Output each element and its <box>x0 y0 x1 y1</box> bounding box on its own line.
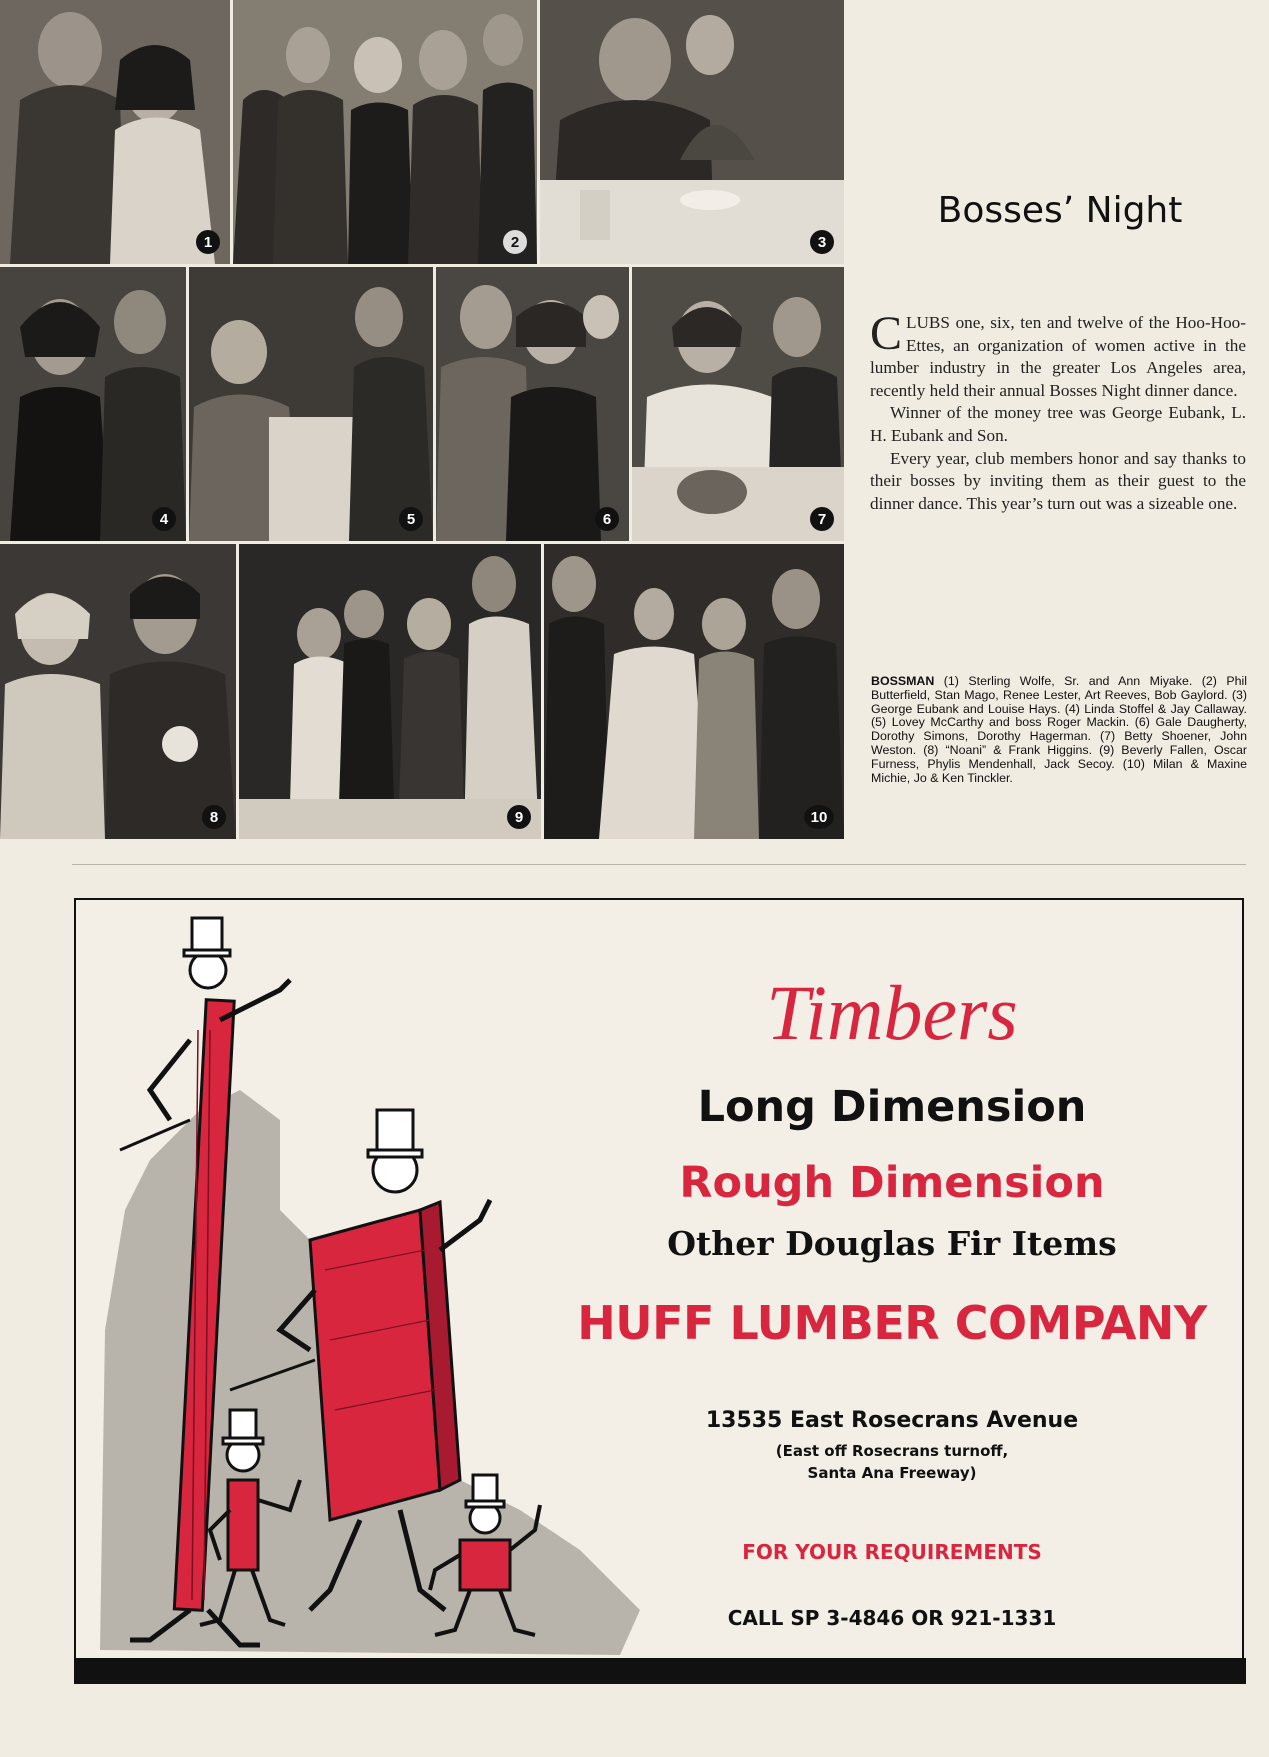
photo-6-image <box>436 267 629 541</box>
photo-8-image <box>0 544 236 839</box>
paragraph-1-text: LUBS one, six, ten and twelve of the Hoo-Hoo-Ettes, an organization of women active in the lumber industry in the greater Los Angeles area, recently held their annual Bosses Night dinner dance. <box>870 313 1246 400</box>
ad-directions <box>540 1440 1244 1484</box>
photo-number-badge: 9 <box>507 805 531 829</box>
photo-1 <box>0 0 230 264</box>
ad-line-long-dimension: Long Dimension <box>697 1082 1087 1132</box>
photo-number-badge: 7 <box>810 507 834 531</box>
photo-3 <box>540 0 844 264</box>
ad-line-other-items: Other Douglas Fir Items <box>667 1224 1117 1263</box>
photo-number-badge: 5 <box>399 507 423 531</box>
photo-2-image <box>233 0 537 264</box>
photo-4-image <box>0 267 186 541</box>
photo-8 <box>0 544 236 839</box>
ad-tagline: FOR YOUR REQUIREMENTS <box>742 1540 1042 1564</box>
ad-headline: Timbers <box>766 969 1018 1056</box>
photo-number-badge: 10 <box>804 805 834 829</box>
photo-7 <box>632 267 844 541</box>
drop-cap: C <box>870 307 903 360</box>
article-paragraph-3: Every year, club members honor and say thanks to their bosses by inviting them as their guest to the dinner dance. This year’s turn out was a sizeable one. <box>870 448 1246 513</box>
photo-3-image <box>540 0 844 264</box>
section-divider <box>72 864 1246 865</box>
photo-10-image <box>544 544 844 839</box>
article-paragraph-2: Winner of the money tree was George Eubank, L. H. Eubank and Son. <box>870 403 1246 445</box>
ad-directions-line-2: Santa Ana Freeway) <box>807 1464 977 1482</box>
caption-text: (1) Sterling Wolfe, Sr. and Ann Miyake. (2) Phil Butterfield, Stan Mago, Renee Lester, Art Reeves, Bob Gaylord. (3) George Eubank and Louise Hays. (4) Linda Stoffel & Jay Callaway. (5) Lovey McCarthy and boss Roger Mackin. (6) Gale Daugherty, Dorothy Simons, Dorothy Hagerman. (7) Betty Shoener, John Weston. (8) “Noani” & Frank Higgins. (9) Beverly Fallen, Oscar Furness, Phylis Mendenhall, Jack Secoy. (10) Milan & Maxine Michie, Jo & Ken Tinckler. <box>871 674 1247 785</box>
photo-5 <box>189 267 433 541</box>
photo-number-badge: 1 <box>196 230 220 254</box>
photo-10 <box>544 544 844 839</box>
ad-directions-line-1: (East off Rosecrans turnoff, <box>775 1442 1009 1460</box>
photo-2 <box>233 0 537 264</box>
photo-4 <box>0 267 186 541</box>
photo-number-badge: 6 <box>595 507 619 531</box>
photo-7-image <box>632 267 844 541</box>
caption-lead: BOSSMAN <box>871 674 935 688</box>
photo-5-image <box>189 267 433 541</box>
photo-number-badge: 3 <box>810 230 834 254</box>
ad-company-name: HUFF LUMBER COMPANY <box>577 1296 1207 1350</box>
article-body <box>870 307 1246 515</box>
article-title: Bosses’ Night <box>937 190 1183 231</box>
photo-9 <box>239 544 541 839</box>
photo-number-badge: 2 <box>503 230 527 254</box>
ad-address: 13535 East Rosecrans Avenue <box>705 1408 1079 1433</box>
ad-line-rough-dimension: Rough Dimension <box>679 1158 1105 1208</box>
photo-caption <box>871 675 1247 785</box>
photo-9-image <box>239 544 541 839</box>
photo-1-image <box>0 0 230 264</box>
ad-phone: CALL SP 3-4846 OR 921-1331 <box>727 1606 1057 1630</box>
photo-6 <box>436 267 629 541</box>
photo-number-badge: 8 <box>202 805 226 829</box>
article-paragraph-1 <box>870 307 1246 402</box>
photo-number-badge: 4 <box>152 507 176 531</box>
